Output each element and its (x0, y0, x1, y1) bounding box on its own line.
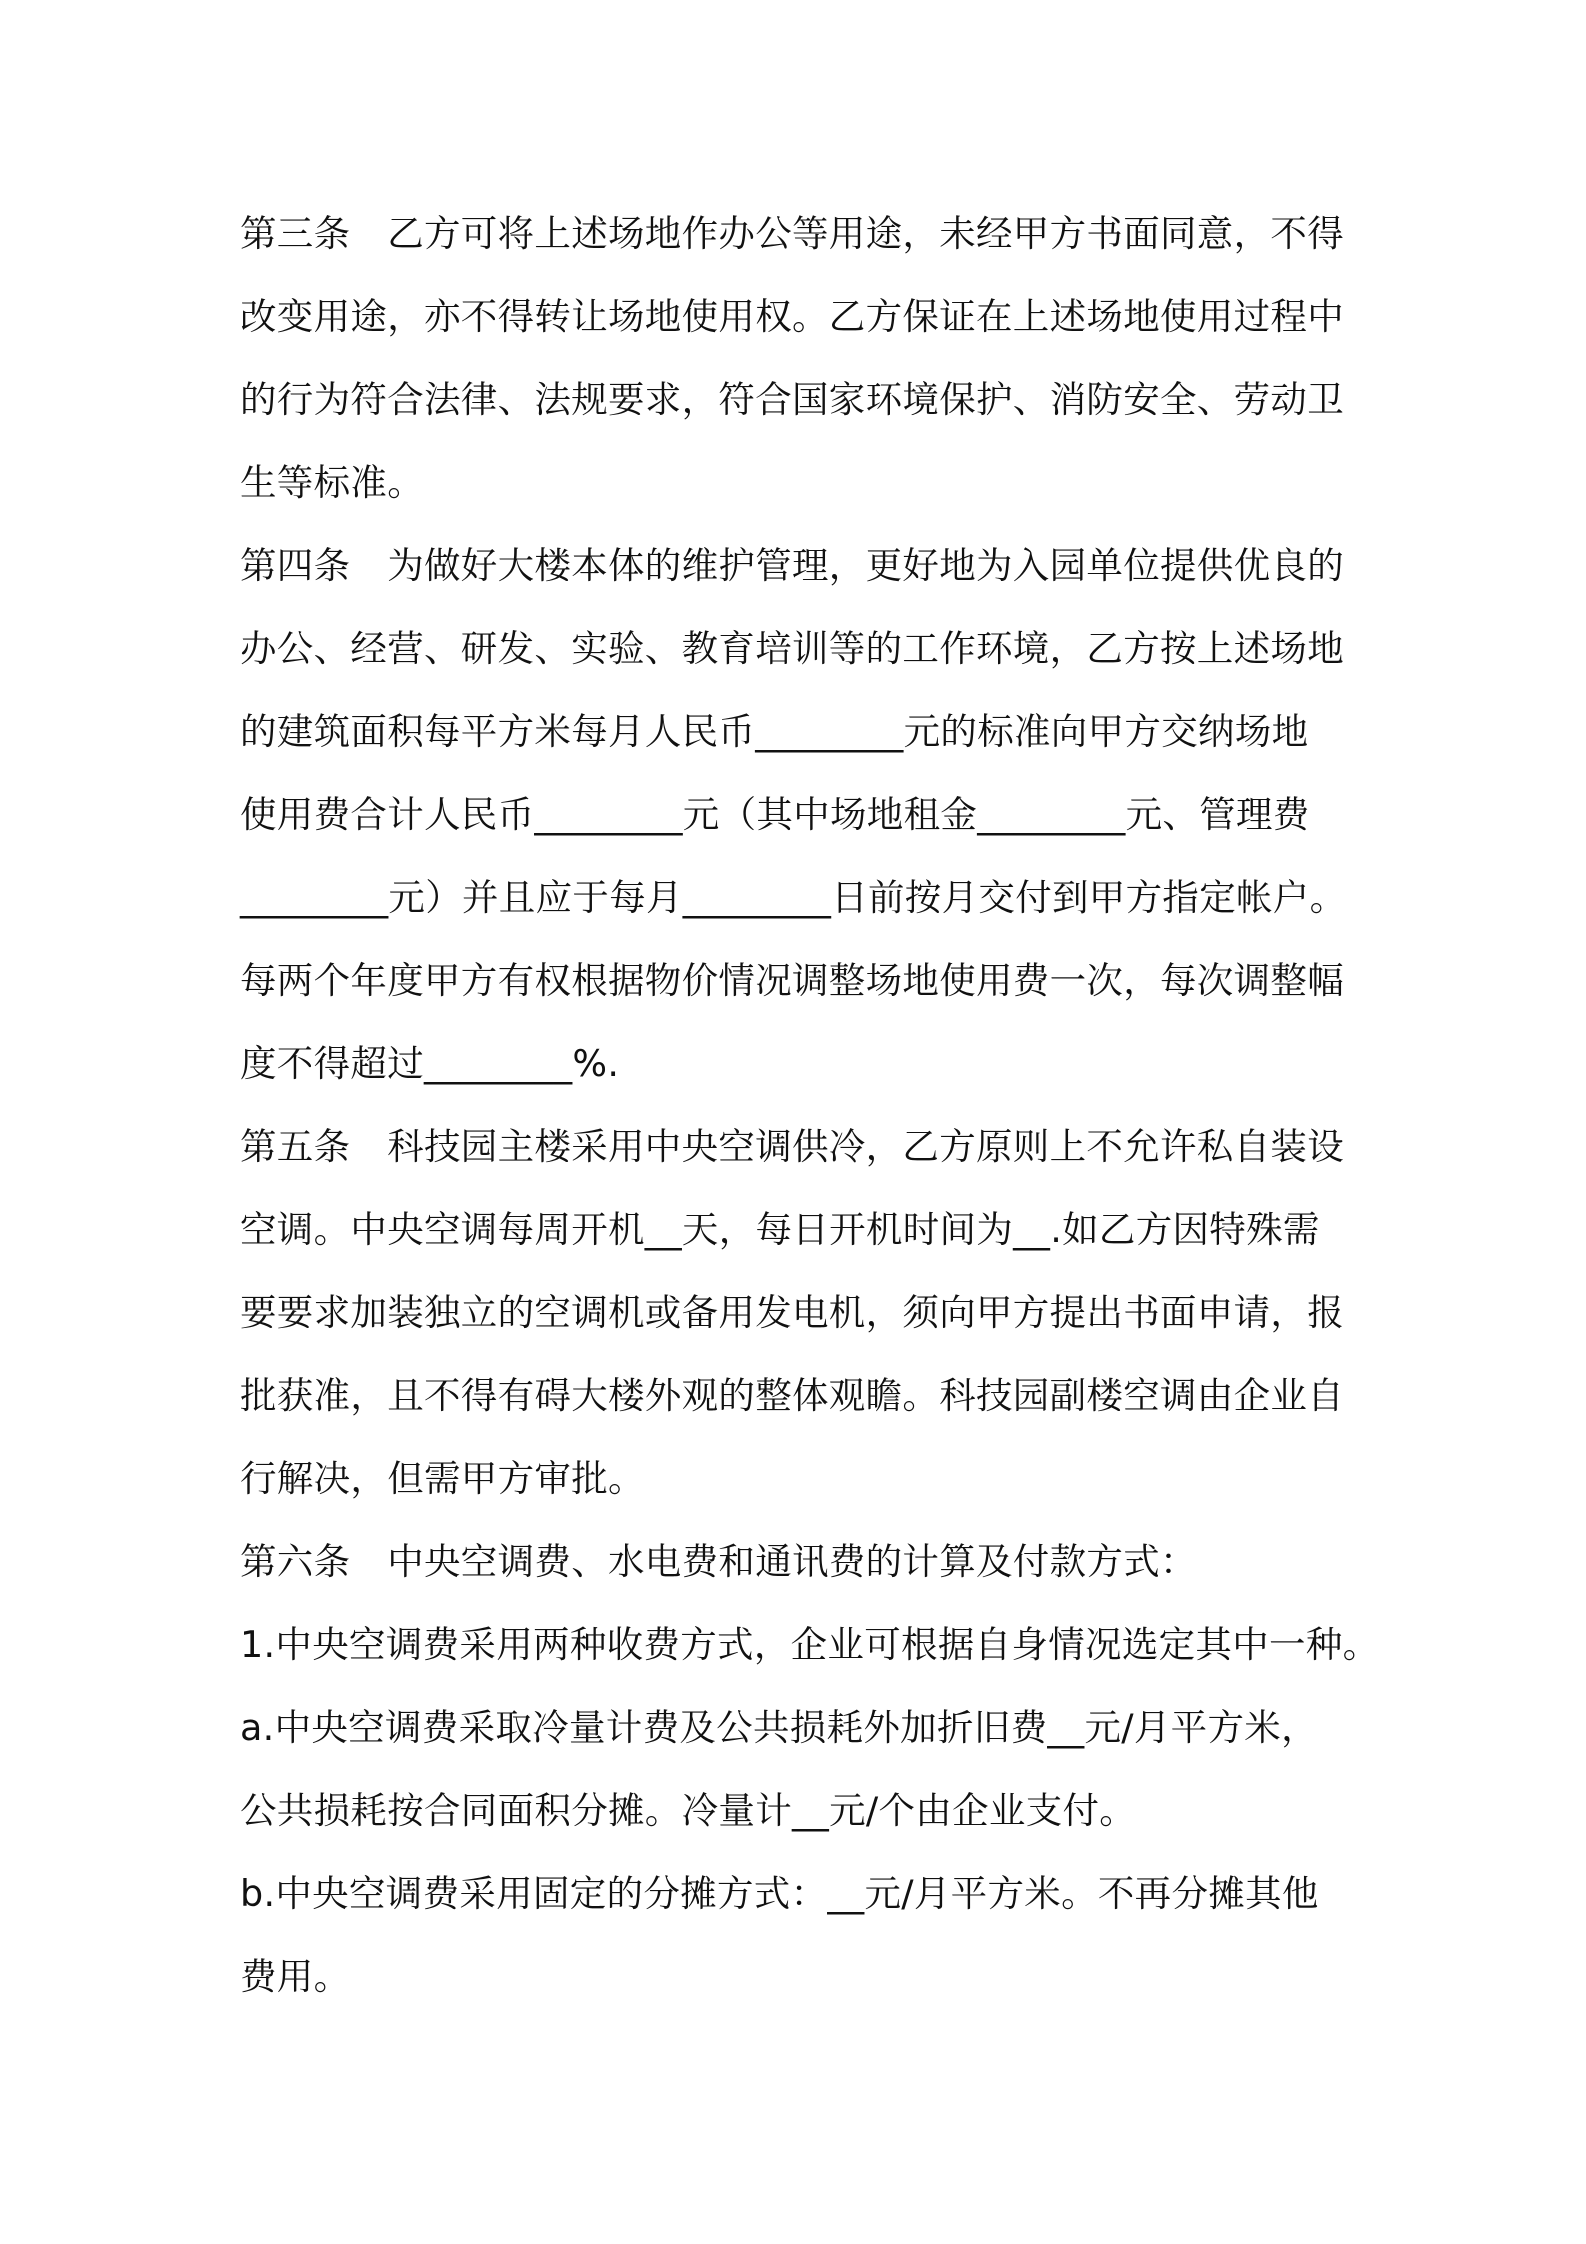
text-line: 1.中央空调费采用两种收费方式，企业可根据自身情况选定其中一种。 (240, 1623, 1380, 1666)
text-line: 改变用途，亦不得转让场地使用权。乙方保证在上述场地使用过程中 (240, 295, 1344, 338)
text-line: 批获准，且不得有碍大楼外观的整体观瞻。科技园副楼空调由企业自 (240, 1374, 1344, 1417)
text-line: 第五条 科技园主楼采用中央空调供冷，乙方原则上不允许私自装设 (240, 1125, 1344, 1168)
text-line: 的行为符合法律、法规要求，符合国家环境保护、消防安全、劳动卫 (240, 378, 1344, 421)
text-line: 每两个年度甲方有权根据物价情况调整场地使用费一次，每次调整幅 (240, 959, 1344, 1002)
text-line: 的建筑面积每平方米每月人民币________元的标准向甲方交纳场地 (240, 710, 1309, 753)
text-line: b.中央空调费采用固定的分摊方式：__元/月平方米。不再分摊其他 (240, 1872, 1319, 1915)
text-line: 办公、经营、研发、实验、教育培训等的工作环境，乙方按上述场地 (240, 627, 1344, 670)
text-line: 度不得超过________%. (240, 1042, 620, 1085)
text-line: 生等标准。 (240, 461, 424, 504)
contract-body (240, 192, 1380, 2018)
text-line: 使用费合计人民币________元（其中场地租金________元、管理费 (240, 793, 1310, 836)
text-line: 第四条 为做好大楼本体的维护管理，更好地为入园单位提供优良的 (240, 544, 1344, 587)
text-line: 第三条 乙方可将上述场地作办公等用途，未经甲方书面同意，不得 (240, 212, 1344, 255)
text-line: 行解决，但需甲方审批。 (240, 1457, 645, 1500)
text-line: ________元）并且应于每月________日前按月交付到甲方指定帐户。 (240, 876, 1347, 919)
text-line: 费用。 (240, 1955, 351, 1998)
text-line: 要要求加装独立的空调机或备用发电机，须向甲方提出书面申请，报 (240, 1291, 1344, 1334)
text-line: 空调。中央空调每周开机__天，每日开机时间为__.如乙方因特殊需 (240, 1208, 1320, 1251)
text-line: 公共损耗按合同面积分摊。冷量计__元/个由企业支付。 (240, 1789, 1137, 1832)
text-line: 第六条 中央空调费、水电费和通讯费的计算及付款方式： (240, 1540, 1197, 1583)
text-line: a.中央空调费采取冷量计费及公共损耗外加折旧费__元/月平方米， (240, 1706, 1318, 1749)
